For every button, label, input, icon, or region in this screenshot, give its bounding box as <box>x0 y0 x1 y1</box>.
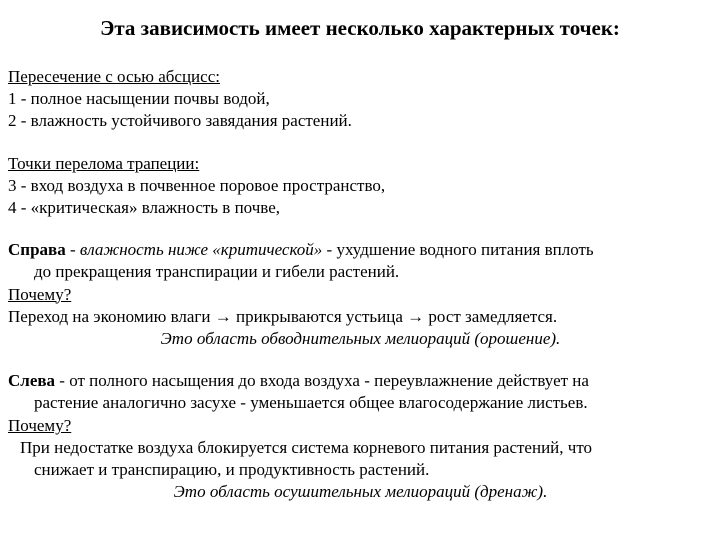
left-conclusion: Это область осушительных мелиораций (дренаж). <box>173 482 548 502</box>
left-rest-text: - от полного насыщения до входа воздуха - переувлажнение действует на <box>55 371 589 391</box>
point-3-text: 3 - вход воздуха в почвенное поровое пространство, <box>8 175 386 195</box>
right-italic-text: влажность ниже «критической» <box>79 240 323 260</box>
break-points-heading: Точки перелома трапеции: <box>8 153 200 173</box>
intersection-heading: Пересечение с осью абсцисс: <box>8 67 220 86</box>
right-paragraph <box>8 239 713 261</box>
left-answer-line-1: При недостатке воздуха блокируется система корневого питания растений, что <box>20 437 593 457</box>
right-label: Справа <box>8 240 66 260</box>
slide-title: Эта зависимость имеет несколько характерных точек: <box>100 16 620 40</box>
left-paragraph <box>8 370 713 392</box>
right-why-question: Почему? <box>8 284 72 304</box>
left-label: Слева <box>8 371 56 391</box>
point-1-text: 1 - полное насыщении почвы водой, <box>8 89 270 109</box>
left-answer-line-2: снижает и транспирацию, и продуктивность растений. <box>34 460 430 480</box>
point-2-text: 2 - влажность устойчивого завядания растений. <box>8 111 352 131</box>
right-dash: - <box>65 240 80 260</box>
right-continuation: до прекращения транспирации и гибели растений. <box>34 262 400 282</box>
point-4-text: 4 - «критическая» влажность в почве, <box>8 198 281 218</box>
right-conclusion: Это область обводнительных мелиораций (орошение). <box>160 329 561 349</box>
right-rest-text: - ухудшение водного питания вплоть <box>322 240 594 260</box>
left-continuation: растение аналогично засухе - уменьшается общее влагосодержание листьев. <box>34 393 588 413</box>
right-answer: Переход на экономию влаги → прикрываются устьица → рост замедляется. <box>8 306 558 326</box>
left-why-question: Почему? <box>8 415 72 435</box>
slide-content <box>8 66 713 503</box>
